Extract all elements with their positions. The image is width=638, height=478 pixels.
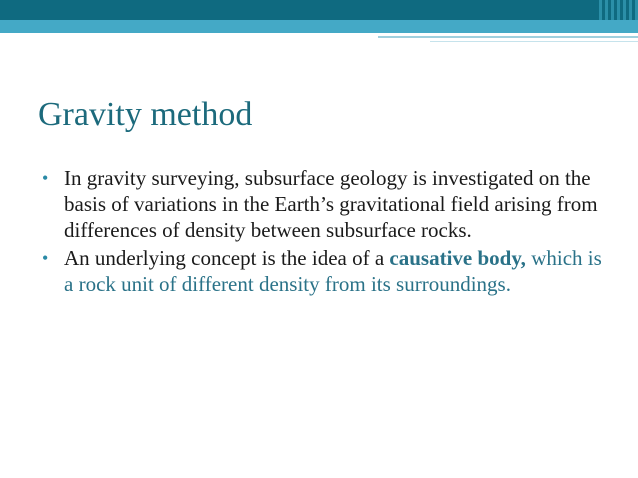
bullet-text-prefix: An underlying concept is the idea of a [64, 246, 390, 270]
top-banner [0, 0, 638, 20]
banner-accent-line-thin [430, 41, 638, 42]
bullet-icon: • [42, 248, 49, 268]
bullet-icon: • [42, 168, 49, 188]
bullet-text: In gravity surveying, subsurface geology is investigated on the basis of variations in the Earth’s gravitational field arising from differences of density between subsurface rocks. [64, 166, 598, 242]
bullet-item-2 [42, 245, 602, 297]
highlighted-term: causative body, [389, 246, 526, 270]
bullet-text-suffix: which is a rock unit of different density from its surroundings. [64, 246, 602, 296]
banner-light-band [0, 20, 638, 33]
slide-title: Gravity method [38, 96, 253, 133]
bullet-item-1 [42, 165, 602, 243]
bullet-list [42, 165, 602, 299]
banner-stripes-decoration [596, 0, 638, 20]
banner-accent-line [378, 36, 638, 38]
